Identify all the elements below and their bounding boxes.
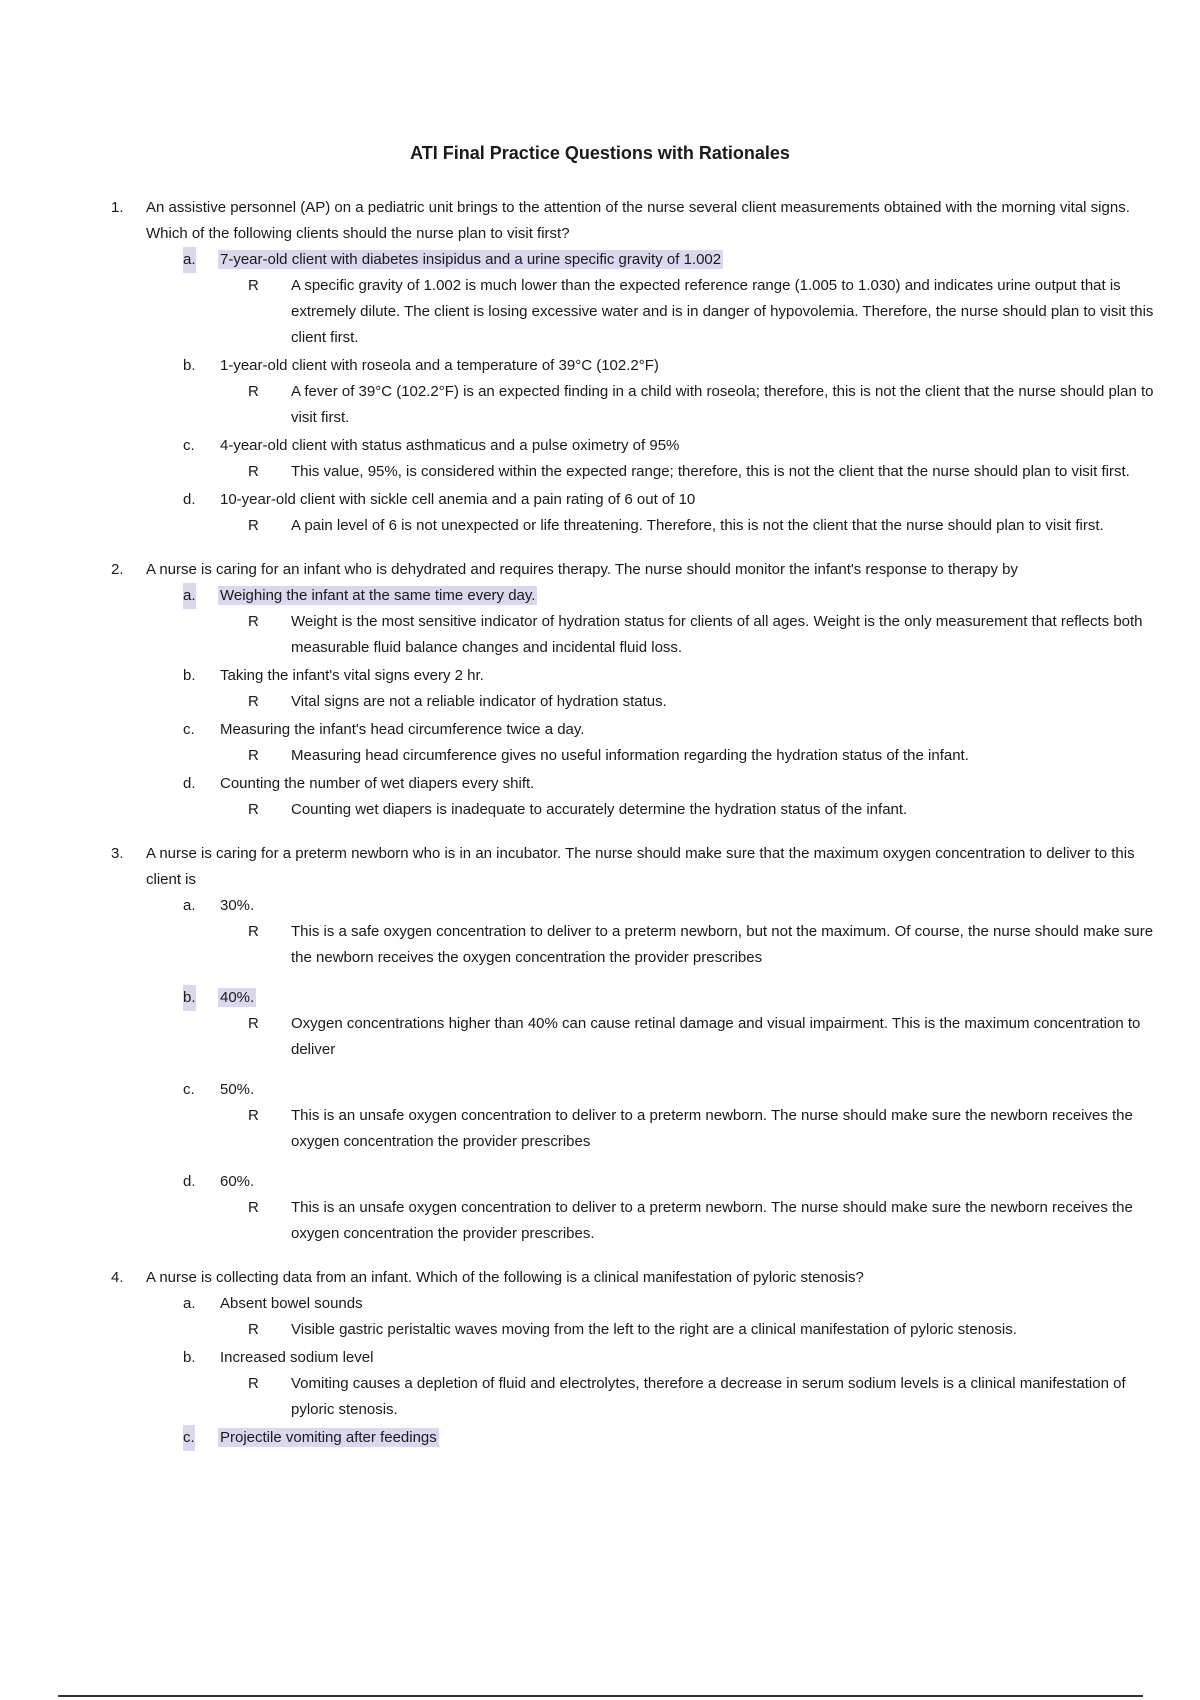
- correct-answer-text: 7-year-old client with diabetes insipidus and a urine specific gravity of 1.002: [220, 251, 722, 268]
- question-1: [0, 195, 1200, 539]
- rationale: [0, 513, 1200, 539]
- option-text: 50%.: [220, 1081, 255, 1098]
- answer-option: [0, 717, 1200, 743]
- option-text: Measuring the infant's head circumference twice a day.: [220, 721, 585, 738]
- option-letter: a.: [183, 583, 196, 609]
- rationale-marker: R: [248, 1321, 259, 1338]
- option-letter: a.: [183, 897, 196, 914]
- question-2: [0, 557, 1200, 823]
- option-letter: d.: [183, 491, 196, 508]
- rationale-text: A specific gravity of 1.002 is much lower than the expected reference range (1.005 to 1.030) and indicates urine output that is extremely dilute. The client is losing excessive water and is in danger of hypovolemia. Therefore, the nurse should plan to visit this client first.: [291, 277, 1154, 346]
- rationale: [0, 609, 1200, 661]
- rationale-marker: R: [248, 1375, 259, 1392]
- question-stem: A nurse is caring for an infant who is dehydrated and requires therapy. The nurse should monitor the infant's response to therapy by: [146, 561, 1018, 578]
- answer-option: [0, 771, 1200, 797]
- answer-option: [0, 247, 1200, 273]
- rationale-text: Vital signs are not a reliable indicator of hydration status.: [291, 693, 667, 710]
- rationale-marker: R: [248, 923, 259, 940]
- rationale-marker: R: [248, 1015, 259, 1032]
- correct-answer-text: Weighing the infant at the same time every day.: [220, 587, 536, 604]
- rationale: [0, 1371, 1200, 1423]
- question-stem: A nurse is caring for a preterm newborn who is in an incubator. The nurse should make sure that the maximum oxygen concentration to deliver to this client is: [146, 845, 1135, 888]
- question-3: [0, 841, 1200, 1247]
- rationale-text: A pain level of 6 is not unexpected or life threatening. Therefore, this is not the client that the nurse should plan to visit first.: [291, 517, 1104, 534]
- rationale-marker: R: [248, 277, 259, 294]
- option-text: Absent bowel sounds: [220, 1295, 363, 1312]
- answer-option: [0, 487, 1200, 513]
- rationale-marker: R: [248, 1199, 259, 1216]
- rationale: [0, 379, 1200, 431]
- answer-option: [0, 433, 1200, 459]
- correct-answer-text: 40%.: [220, 989, 255, 1006]
- rationale-text: Oxygen concentrations higher than 40% can cause retinal damage and visual impairment. This is the maximum concentration to deliver: [291, 1015, 1141, 1058]
- rationale-text: Weight is the most sensitive indicator of hydration status for clients of all ages. Weight is the only measurement that reflects both measurable fluid balance changes and incidental fluid loss.: [291, 613, 1143, 656]
- answer-option: [0, 353, 1200, 379]
- rationale: [0, 459, 1200, 485]
- option-text: 30%.: [220, 897, 255, 914]
- rationale: [0, 273, 1200, 351]
- option-text: 60%.: [220, 1173, 255, 1190]
- rationale-text: This is an unsafe oxygen concentration to deliver to a preterm newborn. The nurse should make sure the newborn receives the oxygen concentration the provider prescribes: [291, 1107, 1133, 1150]
- option-text: 10-year-old client with sickle cell anemia and a pain rating of 6 out of 10: [220, 491, 696, 508]
- rationale: [0, 1317, 1200, 1343]
- rationale: [0, 743, 1200, 769]
- rationale: [0, 689, 1200, 715]
- rationale-text: Measuring head circumference gives no useful information regarding the hydration status of the infant.: [291, 747, 969, 764]
- rationale-text: Counting wet diapers is inadequate to accurately determine the hydration status of the infant.: [291, 801, 908, 818]
- answer-option: [0, 1077, 1200, 1103]
- rationale: [0, 919, 1200, 971]
- rationale-marker: R: [248, 517, 259, 534]
- answer-option: [0, 583, 1200, 609]
- option-letter: c.: [183, 1425, 195, 1451]
- question-number: 1.: [111, 199, 124, 216]
- question-number: 2.: [111, 561, 124, 578]
- option-letter: b.: [183, 357, 196, 374]
- rationale: [0, 797, 1200, 823]
- answer-option: [0, 1291, 1200, 1317]
- rationale-text: This is an unsafe oxygen concentration to deliver to a preterm newborn. The nurse should make sure the newborn receives the oxygen concentration the provider prescribes.: [291, 1199, 1133, 1242]
- footer-rule: [58, 1695, 1143, 1697]
- rationale-text: Visible gastric peristaltic waves moving from the left to the right are a clinical manifestation of pyloric stenosis.: [291, 1321, 1017, 1338]
- document-title: ATI Final Practice Questions with Rationales: [410, 143, 790, 163]
- option-text: 1-year-old client with roseola and a temperature of 39°C (102.2°F): [220, 357, 659, 374]
- rationale-marker: R: [248, 693, 259, 710]
- rationale-text: This value, 95%, is considered within the expected range; therefore, this is not the client that the nurse should plan to visit first.: [291, 463, 1130, 480]
- answer-option: [0, 663, 1200, 689]
- question-stem: An assistive personnel (AP) on a pediatric unit brings to the attention of the nurse several client measurements obtained with the morning vital signs. Which of the following clients should the nurse plan to visit first?: [146, 199, 1130, 242]
- option-letter: d.: [183, 1173, 196, 1190]
- rationale-marker: R: [248, 747, 259, 764]
- rationale-marker: R: [248, 613, 259, 630]
- answer-option: [0, 1345, 1200, 1371]
- rationale-text: A fever of 39°C (102.2°F) is an expected finding in a child with roseola; therefore, this is not the client that the nurse should plan to visit first.: [291, 383, 1154, 426]
- option-text: Taking the infant's vital signs every 2 hr.: [220, 667, 484, 684]
- option-letter: d.: [183, 775, 196, 792]
- option-letter: c.: [183, 1081, 195, 1098]
- correct-answer-text: Projectile vomiting after feedings: [220, 1429, 437, 1446]
- question-stem: A nurse is collecting data from an infant. Which of the following is a clinical manifestation of pyloric stenosis?: [146, 1269, 864, 1286]
- rationale-marker: R: [248, 463, 259, 480]
- option-text: Increased sodium level: [220, 1349, 374, 1366]
- answer-option: [0, 1169, 1200, 1195]
- rationale: [0, 1103, 1200, 1155]
- option-text: Counting the number of wet diapers every shift.: [220, 775, 535, 792]
- option-letter: b.: [183, 985, 196, 1011]
- question-number: 3.: [111, 845, 124, 862]
- option-letter: a.: [183, 247, 196, 273]
- rationale-marker: R: [248, 383, 259, 400]
- option-letter: a.: [183, 1295, 196, 1312]
- option-letter: c.: [183, 721, 195, 738]
- answer-option: [0, 985, 1200, 1011]
- option-letter: b.: [183, 1349, 196, 1366]
- rationale-marker: R: [248, 801, 259, 818]
- rationale-text: This is a safe oxygen concentration to deliver to a preterm newborn, but not the maximum. Of course, the nurse should make sure the newborn receives the oxygen concentration the provider prescribes: [291, 923, 1154, 966]
- rationale: [0, 1195, 1200, 1247]
- rationale-marker: R: [248, 1107, 259, 1124]
- question-number: 4.: [111, 1269, 124, 1286]
- question-4: [0, 1265, 1200, 1451]
- option-letter: c.: [183, 437, 195, 454]
- option-letter: b.: [183, 667, 196, 684]
- question-list: [0, 195, 1200, 1469]
- rationale-text: Vomiting causes a depletion of fluid and electrolytes, therefore a decrease in serum sodium levels is a clinical manifestation of pyloric stenosis.: [291, 1375, 1126, 1418]
- answer-option: [0, 893, 1200, 919]
- rationale: [0, 1011, 1200, 1063]
- option-text: 4-year-old client with status asthmaticus and a pulse oximetry of 95%: [220, 437, 680, 454]
- answer-option: [0, 1425, 1200, 1451]
